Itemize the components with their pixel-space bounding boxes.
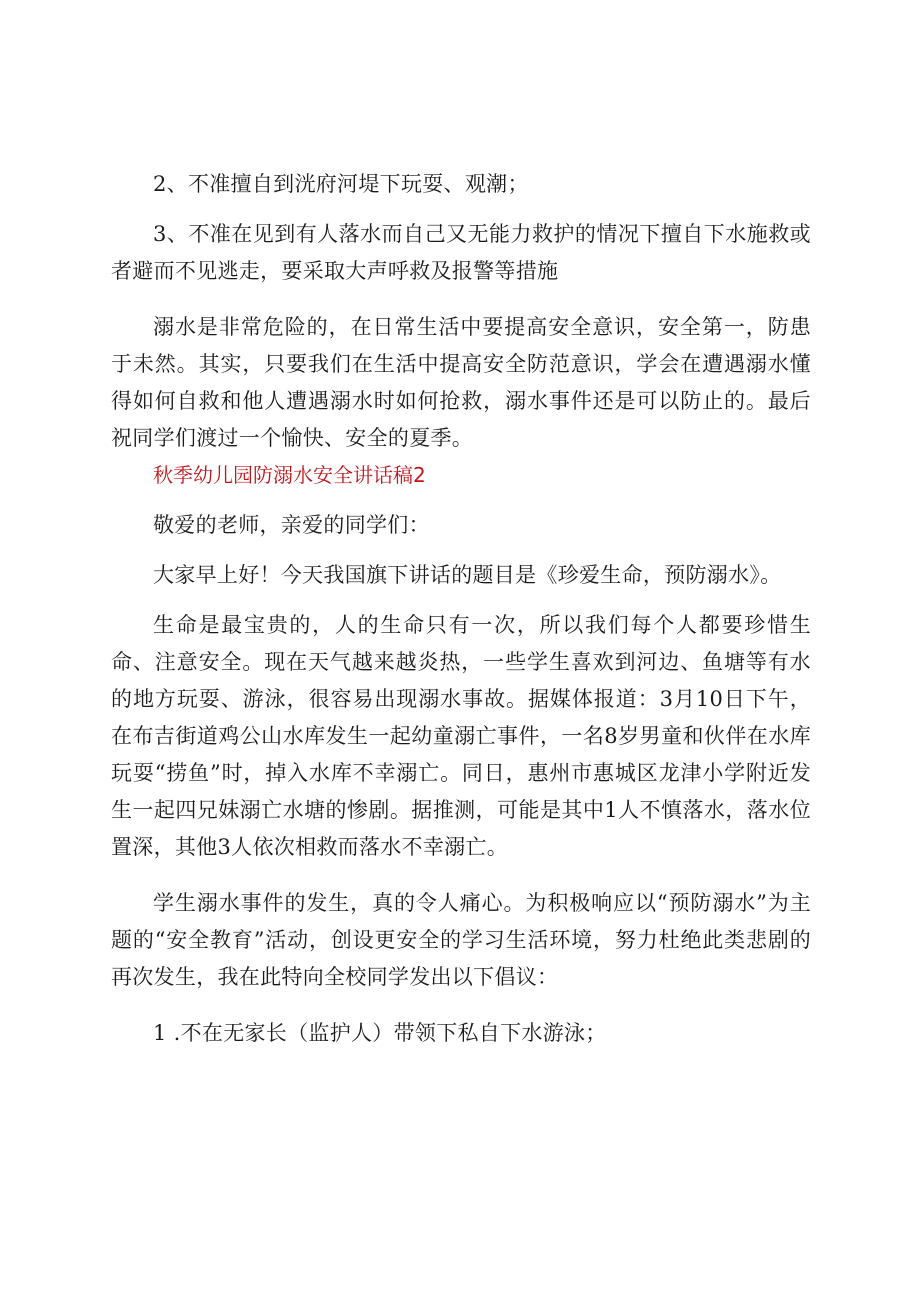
document-body	[111, 166, 811, 1052]
body-paragraph: 学生溺水事件的发生，真的令人痛心。为积极响应以“预防溺水”为主题的“安全教育”活动，创设更安全的学习生活环境，努力杜绝此类悲剧的再次发生，我在此特向全校同学发出以下倡议：	[111, 891, 811, 989]
greeting-paragraph: 大家早上好！今天我国旗下讲话的题目是《珍爱生命，预防溺水》。	[153, 563, 782, 587]
section-title: 秋季幼儿园防溺水安全讲话稿2	[153, 463, 426, 487]
closing-paragraph: 溺水是非常危险的，在日常生活中要提高安全意识，安全第一，防患于未然。其实，只要我们在生活中提高安全防范意识，学会在遭遇溺水懂得如何自救和他人遭遇溺水时如何抢救，溺水事件还是可以防止的。最后祝同学们渡过一个愉快、安全的夏季。	[111, 315, 811, 450]
rule-item-2: 2、不准擅自到洸府河堤下玩耍、观潮；	[153, 172, 529, 196]
body-paragraph: 生命是最宝贵的，人的生命只有一次，所以我们每个人都要珍惜生命、注意安全。现在天气越来越炎热，一些学生喜欢到河边、鱼塘等有水的地方玩耍、游泳，很容易出现溺水事故。据媒体报道：3月10日下午，在布吉街道鸡公山水库发生一起幼童溺亡事件，一名8岁男童和伙伴在水库玩耍“捞鱼”时，掉入水库不幸溺亡。同日，惠州市惠城区龙津小学附近发生一起四兄妹溺亡水塘的惨剧。据推测，可能是其中1人不慎落水，落水位置深，其他3人依次相救而落水不幸溺亡。	[111, 613, 811, 859]
list-item: 1 .不在无家长（监护人）带领下私自下水游泳；	[153, 1021, 607, 1045]
rule-item-3: 3、不准在见到有人落水而自己又无能力救护的情况下擅自下水施救或者避而不见逃走，要采取大声呼救及报警等措施	[111, 222, 811, 283]
salutation: 敬爱的老师，亲爱的同学们：	[153, 513, 430, 537]
